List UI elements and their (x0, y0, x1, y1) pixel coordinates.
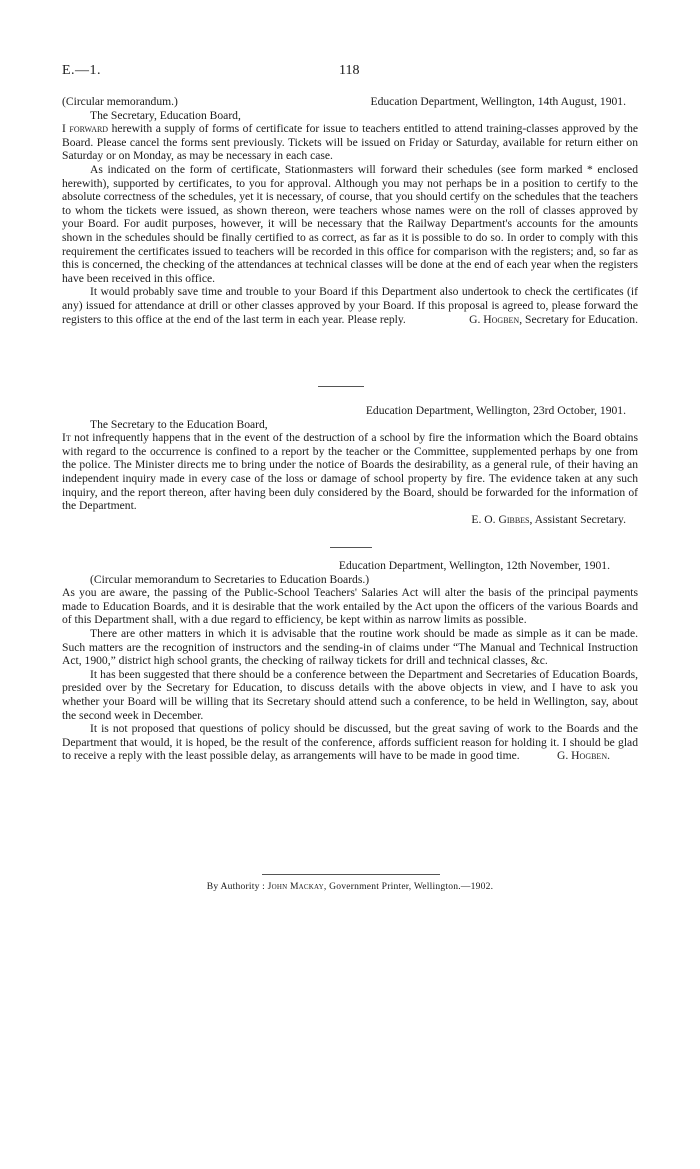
section-divider (318, 386, 364, 387)
memo-paragraph: There are other matters in which it is advisable that the routine work should be made as simple as it can be made. Such matters are the recognition of instructors and the sending-in of claims under “The Manual and Technical Instruction Act, 1900,” district high school grants, the checking of railway tickets for drill and technical classes, &c. (62, 626, 638, 668)
memo-label: (Circular memorandum.) (62, 95, 178, 108)
memo-addressee: The Secretary to the Education Board, (90, 417, 268, 431)
memo-dateline: Education Department, Wellington, 23rd October, 1901. (365, 404, 626, 417)
page-number: 118 (339, 63, 360, 78)
memo-october (62, 404, 638, 526)
lead-words: I forward (62, 122, 109, 136)
section-divider (330, 547, 372, 548)
memo-dateline: Education Department, Wellington, 12th November, 1901. (338, 559, 610, 572)
memo-heading-row (62, 95, 638, 109)
memo-paragraph: It would probably save time and trouble to your Board if this Department also undertook to check the certificates (if any) issued for attendance at drill or other classes approved by your Board. If this proposal is agreed to, please forward the registers to this office at the end of the last term in each year. Please reply. (62, 285, 638, 326)
document-code: E.—1. (62, 63, 102, 78)
memo-heading-row (62, 404, 638, 418)
memo-dateline: Education Department, Wellington, 14th August, 1901. (370, 95, 626, 108)
lead-words: It (62, 431, 71, 445)
memo-paragraph: It is not proposed that questions of policy should be discussed, but the great saving of work to the Boards and the Department that would, it is hoped, be the result of the conference, affords sufficient reason for holding it. I should be glad to receive a reply with the least possible delay, as arrangements will have to be made in good time. (62, 722, 638, 763)
memo-addressee: The Secretary, Education Board, (90, 108, 241, 122)
footer-rule (262, 874, 440, 875)
memo-paragraph: As indicated on the form of certificate, Stationmasters will forward their schedules (see form marked * enclosed herewith), supported by certificates, to you for approval. Although you may not perhaps be in a position to certify to the absolute correctness of the schedules, yet it is necessary, of course, that you should certify on the schedules that the teachers to whom the tickets were issued, as shown thereon, were teachers whose names were on the roll of classes approved by your Board. For audit purposes, however, it will be necessary that the Railway Department's accounts for the amounts shown in the schedules should be finally certified to as correct, as far as it is possible to do so. In order to comply with this requirement the certificates issued to teachers will be recorded in this office for comparison with the registers; and, so far as this is concerned, the checking of the attendances at technical classes will be done at the end of each year when the registers have been received in this office. (62, 162, 638, 285)
memo-paragraph: It not infrequently happens that in the event of the destruction of a school by fire the information which the Board obtains with regard to the occurrence is confined to a report by the teacher or the Committee, supplemented perhaps by one from the police. The Minister directs me to bring under the notice of Boards the desirability, as a general rule, of their having an independent inquiry made in every case of the loss or damage of school property by fire. The evidence taken at any such inquiry, and the report thereon, after having been duly considered by the Board, should be forwarded for the information of the Department. (62, 431, 638, 513)
memo-signature: E. O. Gibbes, Assistant Secretary. (471, 512, 626, 526)
memo-november (62, 559, 638, 763)
memo-paragraph: As you are aware, the passing of the Public-School Teachers' Salaries Act will alter the basis of the principal payments made to Education Boards, and it is desirable that the work entailed by the Act upon the officers of the various Boards and of this Department shall, with a due regard to efficiency, be kept within as narrow limits as possible. (62, 586, 638, 627)
memo-heading-row (62, 559, 638, 573)
memo-paragraph: I forward herewith a supply of forms of certificate for issue to teachers entitled to attend training-classes approved by the Board. Please cancel the forms sent previously. Tickets will be issued on Friday or Saturday, available for return either on Saturday or on Monday, as may be necessary in each case. (62, 122, 639, 163)
memo-august (62, 95, 638, 326)
printer-imprint: By Authority : John Mackay, Government Printer, Wellington.—1902. (206, 881, 494, 892)
memo-signature: G. Hogben. (557, 749, 610, 763)
memo-signature: G. Hogben, Secretary for Education. (469, 312, 638, 326)
memo-label: (Circular memorandum to Secretaries to Education Boards.) (90, 572, 370, 586)
memo-paragraph: It has been suggested that there should be a conference between the Department and Secretaries of Education Boards, presided over by the Secretary for Education, to discuss details with the above objects in view, and I have to ask you whether your Board will be willing that its Secretary should attend such a conference, to be held in Wellington, say, about the second week in December. (62, 667, 638, 722)
